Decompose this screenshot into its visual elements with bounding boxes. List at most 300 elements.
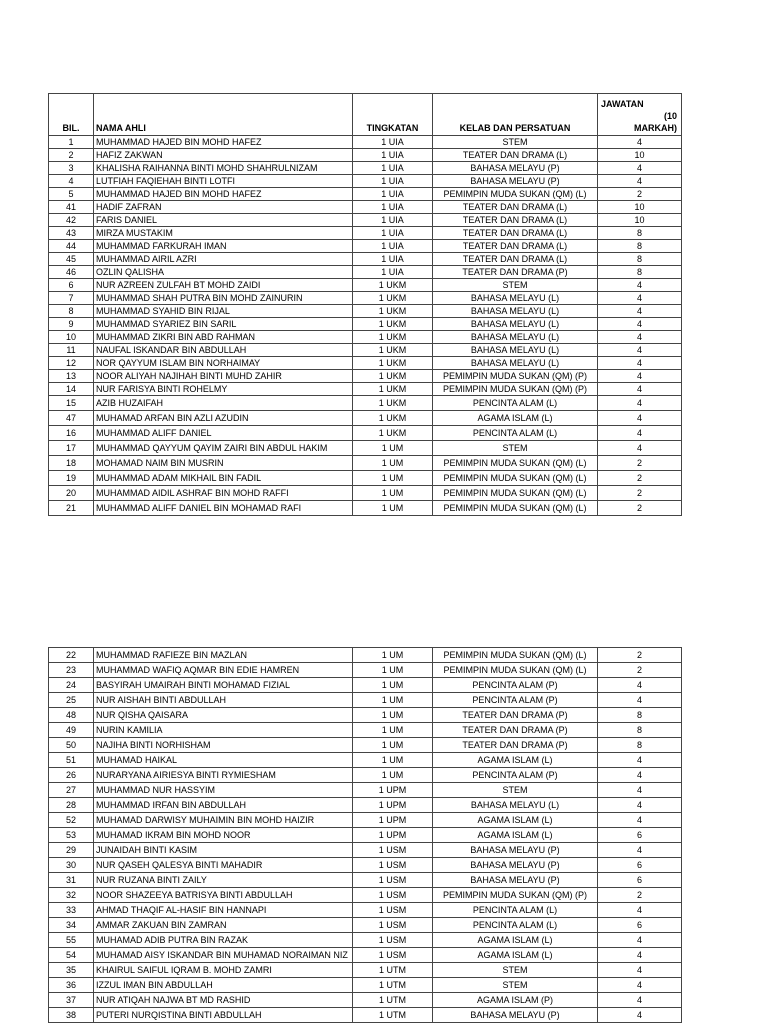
cell-kelab: BAHASA MELAYU (L) bbox=[433, 292, 598, 305]
table-row bbox=[49, 933, 682, 948]
cell-bil: 33 bbox=[49, 903, 94, 918]
cell-kelab: AGAMA ISLAM (L) bbox=[433, 948, 598, 963]
cell-nama: KHALISHA RAIHANNA BINTI MOHD SHAHRULNIZAM bbox=[94, 162, 353, 175]
cell-tingkatan: 1 UIA bbox=[353, 214, 433, 227]
cell-kelab: PEMIMPIN MUDA SUKAN (QM) (P) bbox=[433, 383, 598, 396]
cell-kelab: AGAMA ISLAM (P) bbox=[433, 993, 598, 1008]
cell-kelab: AGAMA ISLAM (L) bbox=[433, 933, 598, 948]
cell-jawatan: 4 bbox=[598, 1008, 682, 1023]
cell-bil: 23 bbox=[49, 663, 94, 678]
cell-nama: FARIS DANIEL bbox=[94, 214, 353, 227]
cell-tingkatan: 1 UKM bbox=[353, 305, 433, 318]
cell-jawatan: 2 bbox=[598, 486, 682, 501]
cell-tingkatan: 1 UPM bbox=[353, 813, 433, 828]
cell-tingkatan: 1 UM bbox=[353, 738, 433, 753]
cell-nama: OZLIN QALISHA bbox=[94, 266, 353, 279]
cell-kelab: BAHASA MELAYU (P) bbox=[433, 843, 598, 858]
cell-bil: 34 bbox=[49, 918, 94, 933]
cell-kelab: TEATER DAN DRAMA (L) bbox=[433, 253, 598, 266]
table-row bbox=[49, 175, 682, 188]
cell-kelab: PEMIMPIN MUDA SUKAN (QM) (L) bbox=[433, 648, 598, 663]
cell-bil: 2 bbox=[49, 149, 94, 162]
cell-jawatan: 4 bbox=[598, 411, 682, 426]
header-kelab: KELAB DAN PERSATUAN bbox=[433, 94, 598, 136]
cell-kelab: PENCINTA ALAM (P) bbox=[433, 678, 598, 693]
table-row bbox=[49, 486, 682, 501]
table-row bbox=[49, 370, 682, 383]
cell-kelab: PEMIMPIN MUDA SUKAN (QM) (L) bbox=[433, 188, 598, 201]
cell-bil: 24 bbox=[49, 678, 94, 693]
cell-kelab: STEM bbox=[433, 279, 598, 292]
cell-kelab: BAHASA MELAYU (P) bbox=[433, 175, 598, 188]
table-row bbox=[49, 768, 682, 783]
cell-kelab: PENCINTA ALAM (L) bbox=[433, 903, 598, 918]
cell-nama: HADIF ZAFRAN bbox=[94, 201, 353, 214]
cell-tingkatan: 1 UKM bbox=[353, 383, 433, 396]
cell-bil: 42 bbox=[49, 214, 94, 227]
cell-nama: NAJIHA BINTI NORHISHAM bbox=[94, 738, 353, 753]
cell-bil: 16 bbox=[49, 426, 94, 441]
cell-bil: 14 bbox=[49, 383, 94, 396]
cell-tingkatan: 1 UIA bbox=[353, 188, 433, 201]
table-row bbox=[49, 963, 682, 978]
cell-kelab: BAHASA MELAYU (L) bbox=[433, 318, 598, 331]
cell-nama: MUHAMMAD ZIKRI BIN ABD RAHMAN bbox=[94, 331, 353, 344]
cell-bil: 48 bbox=[49, 708, 94, 723]
table-row bbox=[49, 783, 682, 798]
cell-tingkatan: 1 UIA bbox=[353, 175, 433, 188]
table-row bbox=[49, 201, 682, 214]
table-row bbox=[49, 227, 682, 240]
cell-nama: MUHAMAD HAIKAL bbox=[94, 753, 353, 768]
cell-bil: 37 bbox=[49, 993, 94, 1008]
cell-jawatan: 4 bbox=[598, 331, 682, 344]
cell-bil: 22 bbox=[49, 648, 94, 663]
cell-bil: 19 bbox=[49, 471, 94, 486]
cell-jawatan: 6 bbox=[598, 858, 682, 873]
cell-kelab: TEATER DAN DRAMA (L) bbox=[433, 240, 598, 253]
cell-kelab: PEMIMPIN MUDA SUKAN (QM) (L) bbox=[433, 663, 598, 678]
cell-bil: 31 bbox=[49, 873, 94, 888]
cell-jawatan: 4 bbox=[598, 136, 682, 149]
header-jawatan bbox=[598, 94, 682, 136]
cell-nama: NOOR SHAZEEYA BATRISYA BINTI ABDULLAH bbox=[94, 888, 353, 903]
cell-jawatan: 4 bbox=[598, 175, 682, 188]
cell-nama: MUHAMAD ARFAN BIN AZLI AZUDIN bbox=[94, 411, 353, 426]
cell-kelab: PEMIMPIN MUDA SUKAN (QM) (L) bbox=[433, 501, 598, 516]
cell-tingkatan: 1 UPM bbox=[353, 798, 433, 813]
cell-bil: 30 bbox=[49, 858, 94, 873]
cell-kelab: AGAMA ISLAM (L) bbox=[433, 828, 598, 843]
cell-tingkatan: 1 UIA bbox=[353, 201, 433, 214]
cell-tingkatan: 1 UM bbox=[353, 753, 433, 768]
cell-nama: AHMAD THAQIF AL-HASIF BIN HANNAPI bbox=[94, 903, 353, 918]
cell-tingkatan: 1 UIA bbox=[353, 240, 433, 253]
header-bil: BIL. bbox=[49, 94, 94, 136]
cell-nama: JUNAIDAH BINTI KASIM bbox=[94, 843, 353, 858]
table-row bbox=[49, 843, 682, 858]
cell-nama: NUR QISHA QAISARA bbox=[94, 708, 353, 723]
cell-nama: NAUFAL ISKANDAR BIN ABDULLAH bbox=[94, 344, 353, 357]
cell-kelab: AGAMA ISLAM (L) bbox=[433, 753, 598, 768]
cell-tingkatan: 1 UM bbox=[353, 486, 433, 501]
cell-bil: 1 bbox=[49, 136, 94, 149]
cell-jawatan: 4 bbox=[598, 978, 682, 993]
cell-tingkatan: 1 UPM bbox=[353, 828, 433, 843]
cell-jawatan: 4 bbox=[598, 357, 682, 370]
header-row bbox=[49, 94, 682, 136]
cell-nama: MUHAMMAD ALIFF DANIEL BIN MOHAMAD RAFI bbox=[94, 501, 353, 516]
cell-jawatan: 4 bbox=[598, 370, 682, 383]
table-row bbox=[49, 708, 682, 723]
cell-tingkatan: 1 UKM bbox=[353, 357, 433, 370]
cell-jawatan: 4 bbox=[598, 843, 682, 858]
cell-jawatan: 4 bbox=[598, 813, 682, 828]
header-jawatan-line1: JAWATAN bbox=[601, 99, 644, 109]
cell-kelab: PENCINTA ALAM (L) bbox=[433, 396, 598, 411]
cell-kelab: PEMIMPIN MUDA SUKAN (QM) (P) bbox=[433, 888, 598, 903]
cell-kelab: STEM bbox=[433, 783, 598, 798]
cell-tingkatan: 1 UIA bbox=[353, 162, 433, 175]
cell-bil: 46 bbox=[49, 266, 94, 279]
table-row bbox=[49, 426, 682, 441]
cell-kelab: BAHASA MELAYU (L) bbox=[433, 357, 598, 370]
table-row bbox=[49, 214, 682, 227]
cell-nama: MIRZA MUSTAKIM bbox=[94, 227, 353, 240]
cell-jawatan: 4 bbox=[598, 292, 682, 305]
cell-nama: AMMAR ZAKUAN BIN ZAMRAN bbox=[94, 918, 353, 933]
cell-tingkatan: 1 UM bbox=[353, 678, 433, 693]
cell-kelab: PEMIMPIN MUDA SUKAN (QM) (L) bbox=[433, 486, 598, 501]
header-nama: NAMA AHLI bbox=[94, 94, 353, 136]
cell-jawatan: 8 bbox=[598, 708, 682, 723]
cell-nama: NOR QAYYUM ISLAM BIN NORHAIMAY bbox=[94, 357, 353, 370]
table-row bbox=[49, 903, 682, 918]
cell-bil: 15 bbox=[49, 396, 94, 411]
cell-nama: NURIN KAMILIA bbox=[94, 723, 353, 738]
cell-jawatan: 2 bbox=[598, 471, 682, 486]
cell-kelab: PENCINTA ALAM (P) bbox=[433, 693, 598, 708]
table-row bbox=[49, 753, 682, 768]
cell-bil: 9 bbox=[49, 318, 94, 331]
cell-tingkatan: 1 UTM bbox=[353, 978, 433, 993]
cell-jawatan: 4 bbox=[598, 948, 682, 963]
cell-jawatan: 2 bbox=[598, 188, 682, 201]
header-jawatan-line2: (10 bbox=[663, 111, 677, 121]
cell-tingkatan: 1 USM bbox=[353, 903, 433, 918]
cell-bil: 36 bbox=[49, 978, 94, 993]
cell-tingkatan: 1 UKM bbox=[353, 292, 433, 305]
cell-jawatan: 8 bbox=[598, 227, 682, 240]
cell-nama: MUHAMMAD NUR HASSYIM bbox=[94, 783, 353, 798]
cell-jawatan: 4 bbox=[598, 903, 682, 918]
cell-bil: 50 bbox=[49, 738, 94, 753]
cell-bil: 47 bbox=[49, 411, 94, 426]
table-row bbox=[49, 396, 682, 411]
cell-nama: MUHAMMAD SYARIEZ BIN SARIL bbox=[94, 318, 353, 331]
cell-nama: MUHAMMAD AIRIL AZRI bbox=[94, 253, 353, 266]
cell-tingkatan: 1 USM bbox=[353, 948, 433, 963]
cell-bil: 35 bbox=[49, 963, 94, 978]
table-row bbox=[49, 471, 682, 486]
table-row bbox=[49, 948, 682, 963]
table-row bbox=[49, 798, 682, 813]
cell-bil: 8 bbox=[49, 305, 94, 318]
table-row bbox=[49, 978, 682, 993]
members-table-2-body bbox=[49, 648, 682, 1023]
cell-jawatan: 4 bbox=[598, 162, 682, 175]
cell-jawatan: 2 bbox=[598, 888, 682, 903]
cell-kelab: STEM bbox=[433, 963, 598, 978]
members-table-2 bbox=[48, 647, 682, 1023]
cell-jawatan: 4 bbox=[598, 383, 682, 396]
cell-bil: 18 bbox=[49, 456, 94, 471]
cell-jawatan: 10 bbox=[598, 149, 682, 162]
cell-kelab: TEATER DAN DRAMA (L) bbox=[433, 214, 598, 227]
cell-kelab: STEM bbox=[433, 978, 598, 993]
cell-kelab: TEATER DAN DRAMA (P) bbox=[433, 708, 598, 723]
cell-kelab: TEATER DAN DRAMA (L) bbox=[433, 201, 598, 214]
table-row bbox=[49, 858, 682, 873]
cell-tingkatan: 1 UIA bbox=[353, 136, 433, 149]
cell-nama: MUHAMMAD QAYYUM QAYIM ZAIRI BIN ABDUL HAKIM bbox=[94, 441, 353, 456]
table-row bbox=[49, 162, 682, 175]
cell-tingkatan: 1 UTM bbox=[353, 1008, 433, 1023]
cell-tingkatan: 1 UM bbox=[353, 723, 433, 738]
cell-kelab: BAHASA MELAYU (P) bbox=[433, 873, 598, 888]
cell-nama: MUHAMMAD FARKURAH IMAN bbox=[94, 240, 353, 253]
cell-nama: MUHAMMAD HAJED BIN MOHD HAFEZ bbox=[94, 188, 353, 201]
cell-nama: HAFIZ ZAKWAN bbox=[94, 149, 353, 162]
table-row bbox=[49, 292, 682, 305]
table-row bbox=[49, 279, 682, 292]
cell-tingkatan: 1 UM bbox=[353, 663, 433, 678]
cell-tingkatan: 1 UM bbox=[353, 648, 433, 663]
cell-tingkatan: 1 UM bbox=[353, 501, 433, 516]
cell-nama: IZZUL IMAN BIN ABDULLAH bbox=[94, 978, 353, 993]
cell-kelab: TEATER DAN DRAMA (P) bbox=[433, 723, 598, 738]
cell-kelab: AGAMA ISLAM (L) bbox=[433, 813, 598, 828]
cell-nama: MUHAMMAD WAFIQ AQMAR BIN EDIE HAMREN bbox=[94, 663, 353, 678]
cell-kelab: STEM bbox=[433, 136, 598, 149]
cell-kelab: PENCINTA ALAM (P) bbox=[433, 768, 598, 783]
cell-bil: 45 bbox=[49, 253, 94, 266]
cell-bil: 13 bbox=[49, 370, 94, 383]
table-row bbox=[49, 344, 682, 357]
cell-kelab: BAHASA MELAYU (L) bbox=[433, 344, 598, 357]
table-row bbox=[49, 738, 682, 753]
cell-nama: NUR AISHAH BINTI ABDULLAH bbox=[94, 693, 353, 708]
cell-nama: MUHAMAD DARWISY MUHAIMIN BIN MOHD HAIZIR bbox=[94, 813, 353, 828]
table-row bbox=[49, 648, 682, 663]
cell-tingkatan: 1 UTM bbox=[353, 993, 433, 1008]
cell-bil: 11 bbox=[49, 344, 94, 357]
cell-nama: BASYIRAH UMAIRAH BINTI MOHAMAD FIZIAL bbox=[94, 678, 353, 693]
cell-tingkatan: 1 USM bbox=[353, 933, 433, 948]
cell-jawatan: 2 bbox=[598, 501, 682, 516]
cell-jawatan: 4 bbox=[598, 963, 682, 978]
cell-tingkatan: 1 UKM bbox=[353, 396, 433, 411]
cell-tingkatan: 1 UIA bbox=[353, 266, 433, 279]
table-row bbox=[49, 723, 682, 738]
cell-tingkatan: 1 UKM bbox=[353, 370, 433, 383]
cell-bil: 52 bbox=[49, 813, 94, 828]
cell-bil: 51 bbox=[49, 753, 94, 768]
cell-nama: NUR QASEH QALESYA BINTI MAHADIR bbox=[94, 858, 353, 873]
table-row bbox=[49, 318, 682, 331]
cell-tingkatan: 1 UM bbox=[353, 708, 433, 723]
cell-bil: 3 bbox=[49, 162, 94, 175]
cell-jawatan: 4 bbox=[598, 318, 682, 331]
cell-bil: 44 bbox=[49, 240, 94, 253]
cell-kelab: PENCINTA ALAM (L) bbox=[433, 918, 598, 933]
cell-jawatan: 4 bbox=[598, 693, 682, 708]
cell-nama: LUTFIAH FAQIEHAH BINTI LOTFI bbox=[94, 175, 353, 188]
cell-nama: NUR AZREEN ZULFAH BT MOHD ZAIDI bbox=[94, 279, 353, 292]
cell-nama: MOHAMAD NAIM BIN MUSRIN bbox=[94, 456, 353, 471]
cell-bil: 43 bbox=[49, 227, 94, 240]
cell-jawatan: 2 bbox=[598, 456, 682, 471]
cell-jawatan: 8 bbox=[598, 738, 682, 753]
table-row bbox=[49, 678, 682, 693]
cell-kelab: BAHASA MELAYU (L) bbox=[433, 331, 598, 344]
cell-bil: 29 bbox=[49, 843, 94, 858]
table-row bbox=[49, 1008, 682, 1023]
cell-jawatan: 6 bbox=[598, 918, 682, 933]
table-row bbox=[49, 149, 682, 162]
cell-kelab: TEATER DAN DRAMA (L) bbox=[433, 149, 598, 162]
cell-jawatan: 4 bbox=[598, 279, 682, 292]
table-row bbox=[49, 993, 682, 1008]
cell-nama: NURARYANA AIRIESYA BINTI RYMIESHAM bbox=[94, 768, 353, 783]
table-row bbox=[49, 188, 682, 201]
cell-nama: MUHAMMAD IRFAN BIN ABDULLAH bbox=[94, 798, 353, 813]
table-row bbox=[49, 136, 682, 149]
cell-tingkatan: 1 UM bbox=[353, 471, 433, 486]
cell-tingkatan: 1 UM bbox=[353, 768, 433, 783]
cell-tingkatan: 1 UKM bbox=[353, 279, 433, 292]
cell-jawatan: 4 bbox=[598, 441, 682, 456]
cell-nama: NUR ATIQAH NAJWA BT MD RASHID bbox=[94, 993, 353, 1008]
cell-bil: 25 bbox=[49, 693, 94, 708]
table-row bbox=[49, 266, 682, 279]
cell-bil: 55 bbox=[49, 933, 94, 948]
cell-tingkatan: 1 UKM bbox=[353, 411, 433, 426]
cell-jawatan: 4 bbox=[598, 768, 682, 783]
table-row bbox=[49, 357, 682, 370]
cell-nama: AZIB HUZAIFAH bbox=[94, 396, 353, 411]
cell-kelab: PEMIMPIN MUDA SUKAN (QM) (L) bbox=[433, 471, 598, 486]
cell-jawatan: 10 bbox=[598, 214, 682, 227]
cell-kelab: TEATER DAN DRAMA (P) bbox=[433, 738, 598, 753]
table-row bbox=[49, 663, 682, 678]
cell-tingkatan: 1 UKM bbox=[353, 426, 433, 441]
cell-tingkatan: 1 UKM bbox=[353, 318, 433, 331]
cell-nama: MUHAMAD ADIB PUTRA BIN RAZAK bbox=[94, 933, 353, 948]
cell-tingkatan: 1 USM bbox=[353, 918, 433, 933]
cell-bil: 21 bbox=[49, 501, 94, 516]
cell-kelab: STEM bbox=[433, 441, 598, 456]
cell-jawatan: 4 bbox=[598, 993, 682, 1008]
cell-kelab: BAHASA MELAYU (L) bbox=[433, 798, 598, 813]
table-row bbox=[49, 918, 682, 933]
cell-jawatan: 4 bbox=[598, 305, 682, 318]
cell-bil: 6 bbox=[49, 279, 94, 292]
cell-bil: 49 bbox=[49, 723, 94, 738]
cell-tingkatan: 1 UM bbox=[353, 441, 433, 456]
cell-tingkatan: 1 UKM bbox=[353, 331, 433, 344]
cell-nama: MUHAMMAD HAJED BIN MOHD HAFEZ bbox=[94, 136, 353, 149]
cell-tingkatan: 1 UIA bbox=[353, 149, 433, 162]
cell-nama: MUHAMMAD RAFIEZE BIN MAZLAN bbox=[94, 648, 353, 663]
cell-bil: 4 bbox=[49, 175, 94, 188]
cell-jawatan: 4 bbox=[598, 344, 682, 357]
cell-bil: 5 bbox=[49, 188, 94, 201]
cell-nama: MUHAMMAD AIDIL ASHRAF BIN MOHD RAFFI bbox=[94, 486, 353, 501]
cell-tingkatan: 1 UM bbox=[353, 456, 433, 471]
cell-jawatan: 2 bbox=[598, 648, 682, 663]
table-row bbox=[49, 813, 682, 828]
cell-nama: NUR RUZANA BINTI ZAILY bbox=[94, 873, 353, 888]
cell-jawatan: 8 bbox=[598, 240, 682, 253]
table-row bbox=[49, 456, 682, 471]
cell-bil: 27 bbox=[49, 783, 94, 798]
cell-tingkatan: 1 UPM bbox=[353, 783, 433, 798]
cell-tingkatan: 1 USM bbox=[353, 858, 433, 873]
cell-bil: 26 bbox=[49, 768, 94, 783]
cell-nama: MUHAMAD AISY ISKANDAR BIN MUHAMAD NORAIMAN NIZ bbox=[94, 948, 353, 963]
members-table-1-body bbox=[49, 136, 682, 516]
cell-tingkatan: 1 UIA bbox=[353, 253, 433, 266]
cell-kelab: BAHASA MELAYU (P) bbox=[433, 1008, 598, 1023]
cell-jawatan: 10 bbox=[598, 201, 682, 214]
cell-bil: 28 bbox=[49, 798, 94, 813]
table-row bbox=[49, 305, 682, 318]
cell-jawatan: 4 bbox=[598, 396, 682, 411]
cell-bil: 20 bbox=[49, 486, 94, 501]
cell-nama: MUHAMMAD ALIFF DANIEL bbox=[94, 426, 353, 441]
cell-nama: NOOR ALIYAH NAJIHAH BINTI MUHD ZAHIR bbox=[94, 370, 353, 383]
table-row bbox=[49, 240, 682, 253]
table-row bbox=[49, 888, 682, 903]
cell-tingkatan: 1 UKM bbox=[353, 344, 433, 357]
header-jawatan-line3: MARKAH) bbox=[634, 123, 677, 133]
cell-kelab: TEATER DAN DRAMA (L) bbox=[433, 227, 598, 240]
cell-tingkatan: 1 USM bbox=[353, 888, 433, 903]
cell-tingkatan: 1 UTM bbox=[353, 963, 433, 978]
cell-nama: MUHAMMAD SYAHID BIN RIJAL bbox=[94, 305, 353, 318]
cell-nama: KHAIRUL SAIFUL IQRAM B. MOHD ZAMRI bbox=[94, 963, 353, 978]
cell-jawatan: 4 bbox=[598, 783, 682, 798]
cell-kelab: PEMIMPIN MUDA SUKAN (QM) (L) bbox=[433, 456, 598, 471]
members-table-1 bbox=[48, 93, 682, 516]
table-row bbox=[49, 501, 682, 516]
cell-jawatan: 4 bbox=[598, 798, 682, 813]
cell-jawatan: 6 bbox=[598, 828, 682, 843]
cell-jawatan: 4 bbox=[598, 678, 682, 693]
cell-nama: MUHAMAD IKRAM BIN MOHD NOOR bbox=[94, 828, 353, 843]
table-row bbox=[49, 253, 682, 266]
table-row bbox=[49, 441, 682, 456]
cell-nama: MUHAMMAD ADAM MIKHAIL BIN FADIL bbox=[94, 471, 353, 486]
cell-jawatan: 8 bbox=[598, 266, 682, 279]
cell-jawatan: 4 bbox=[598, 933, 682, 948]
table-row bbox=[49, 331, 682, 344]
cell-nama: NUR FARISYA BINTI ROHELMY bbox=[94, 383, 353, 396]
cell-nama: MUHAMMAD SHAH PUTRA BIN MOHD ZAINURIN bbox=[94, 292, 353, 305]
cell-bil: 32 bbox=[49, 888, 94, 903]
table-row bbox=[49, 383, 682, 396]
